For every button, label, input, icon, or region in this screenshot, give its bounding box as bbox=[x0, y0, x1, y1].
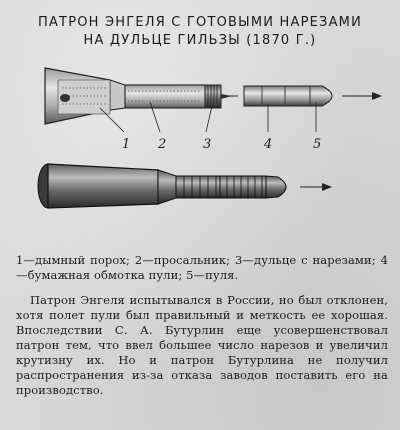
figure-legend: 1—дымный порох; 2—просальник; 3—дульце с нарезами; 4—бумажная обмотка пули; 5—пуля. bbox=[16, 253, 388, 282]
callout-4: 4 bbox=[264, 137, 273, 152]
body-paragraph: Патрон Энгеля испытывался в России, но был отклонен, хотя полет пули был правильный и меткость ее хорошая. Впоследствии С. А. Бутурлин еще усовершенствовал патрон тем, что ввел большее число нарезов и увеличил крутизну их. Но и патрон Бутурлина не получил распространения из-за отказа заводов поставить его на производство. bbox=[16, 293, 388, 397]
title-line-2: НА ДУЛЬЦЕ ГИЛЬЗЫ (1870 Г.) bbox=[83, 33, 317, 48]
callout-2: 2 bbox=[158, 137, 167, 152]
callout-5: 5 bbox=[313, 137, 322, 152]
title-line-1: ПАТРОН ЭНГЕЛЯ С ГОТОВЫМИ НАРЕЗАМИ bbox=[37, 15, 363, 30]
page-title bbox=[0, 14, 400, 50]
assembled-cartridge-drawing bbox=[38, 164, 332, 208]
case-section-drawing bbox=[45, 68, 238, 124]
callout-3: 3 bbox=[203, 137, 212, 152]
bullet-drawing bbox=[244, 86, 382, 106]
cartridge-illustration bbox=[0, 58, 400, 238]
callout-1: 1 bbox=[122, 137, 131, 152]
